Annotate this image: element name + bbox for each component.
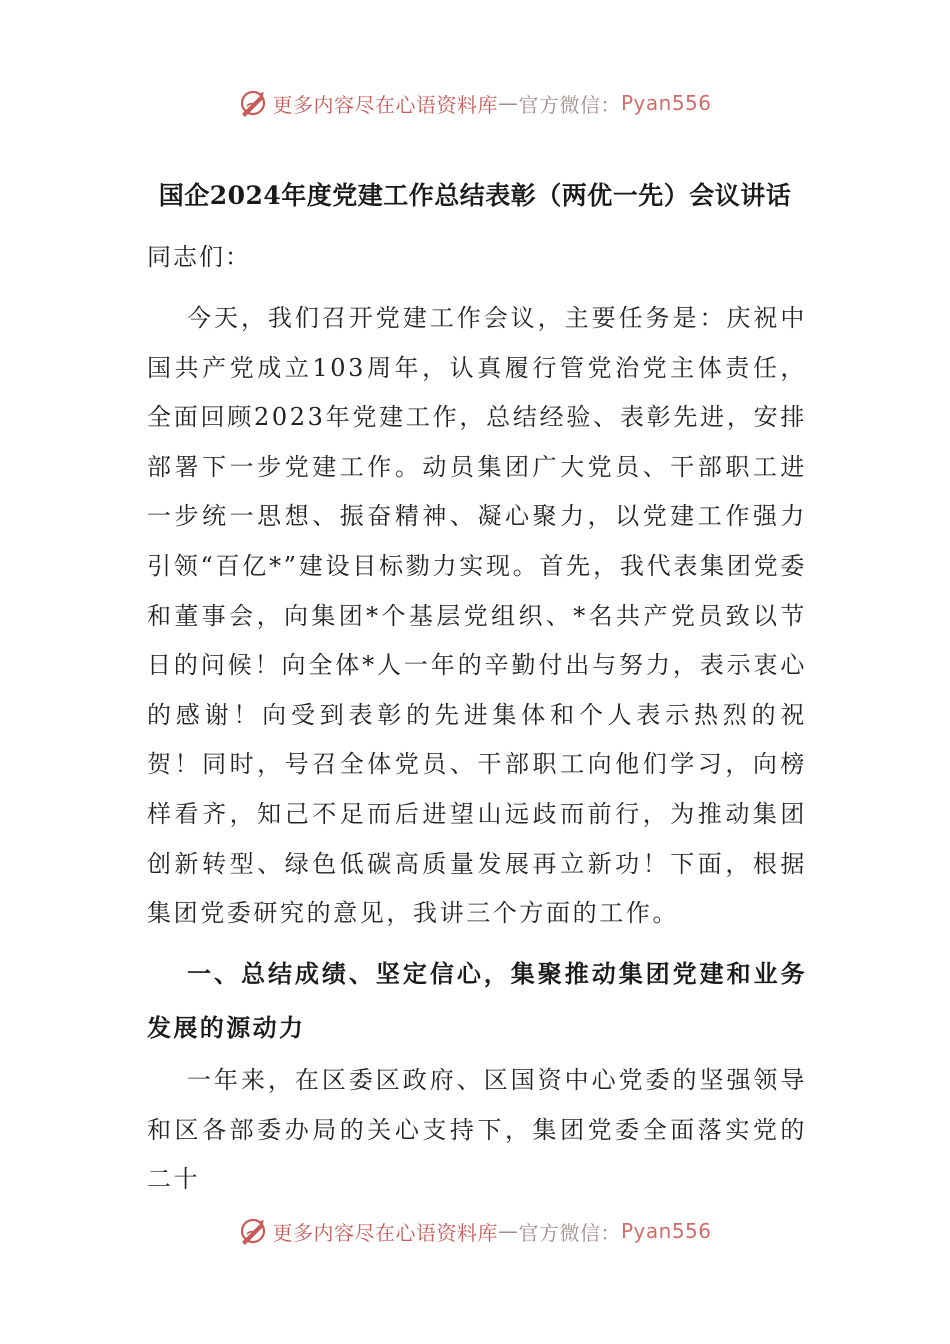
watermark-text: 更多内容尽在心语资料库 [272,92,498,117]
header-watermark [0,83,950,123]
watermark-separator: — [497,91,519,115]
watermark-wechat-label: 官方微信： [518,92,621,117]
paragraph-intro: 今天，我们召开党建工作会议，主要任务是：庆祝中国共产党成立103周年，认真履行管党治党主体责任，全面回顾2023年党建工作，总结经验、表彰先进，安排部署下一步党建工作。动员集团广大党员、干部职工进一步统一思想、振奋精神、凝心聚力，以党建工作强力引领“百亿*”建设目标勠力实现。首先，我代表集团党委和董事会，向集团*个基层党组织、*名共产党员致以节日的问候！向全体*人一年的辛勤付出与努力，表示衷心的感谢！向受到表彰的先进集体和个人表示热烈的祝贺！同时，号召全体党员、干部职工向他们学习，向榜样看齐，知己不足而后进望山远歧而前行，为推动集团创新转型、绿色低碳高质量发展再立新功！下面，根据集团党委研究的意见，我讲三个方面的工作。 [147,304,807,928]
pen-circle-logo-icon [238,88,268,118]
watermark-separator: — [497,1219,519,1243]
watermark-wechat-id: Pyan556 [620,1219,712,1243]
watermark-wechat-id: Pyan556 [620,91,712,115]
document-title: 国企2024年度党建工作总结表彰（两优一先）会议讲话 [158,181,792,210]
watermark-text: 更多内容尽在心语资料库 [272,1220,498,1245]
pen-circle-logo-icon [238,1216,268,1246]
section-heading-1: 一、总结成绩、坚定信心，集聚推动集团党建和业务发展的源动力 [147,959,807,1042]
salutation: 同志们： [147,243,251,271]
watermark-wechat-label: 官方微信： [518,1220,621,1245]
paragraph-section-1: 一年来，在区委区政府、区国资中心党委的坚强领导和区各部委办局的关心支持下，集团党委全面落实党的二十 [147,1066,807,1194]
footer-watermark [0,1211,950,1251]
